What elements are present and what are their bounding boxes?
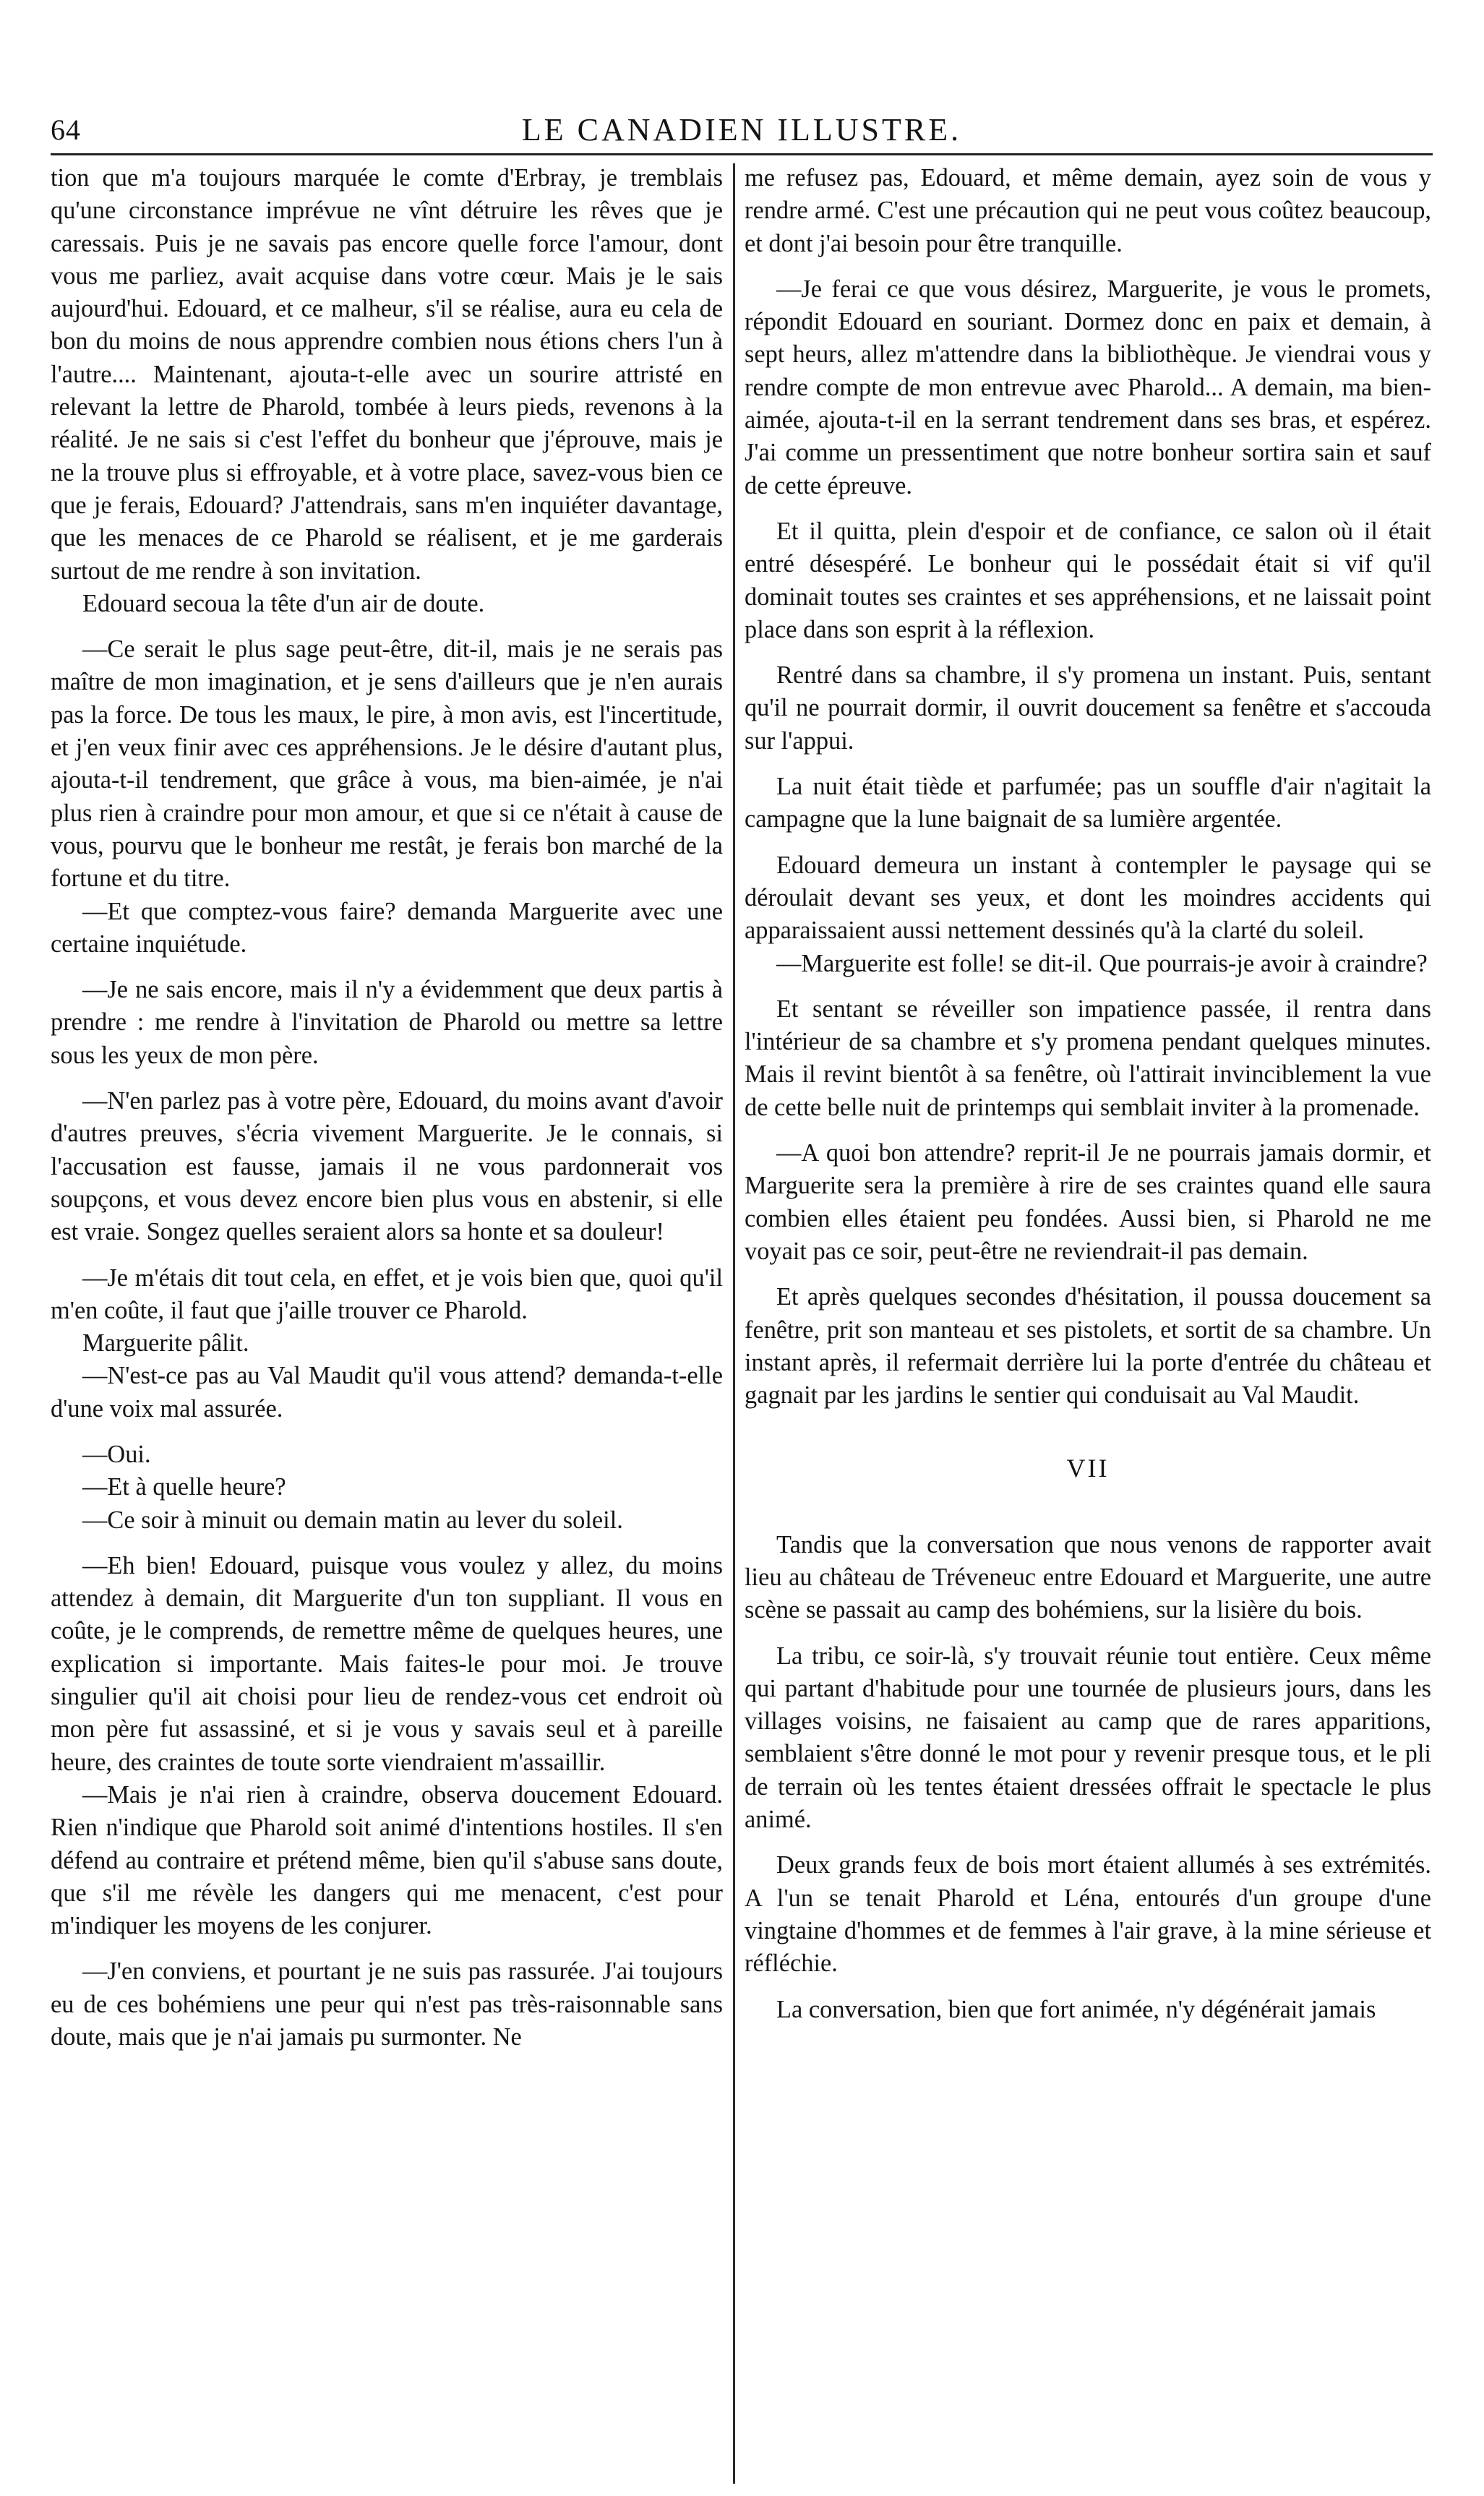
paragraph: —Ce serait le plus sage peut-être, dit-il, mais je ne serais pas maître de mon imagination, et je sens d'ailleurs que je n'en aurais pas la force. De tous les maux, le pire, à mon avis, est l'incertitude, et j'en veux finir avec ces appréhensions. Je le désire d'autant plus, ajouta-t-il tendrement, que grâce à vous, ma bien-aimée, je n'ai plus rien à craindre pour mon amour, et que si ce n'était à cause de vous, pourvu que le bonheur me restât, je ferais bon marché de la fortune et du titre.	[51, 635, 723, 893]
paragraph: —N'en parlez pas à votre père, Edouard, du moins avant d'avoir d'autres preuves, s'écria vivement Marguerite. Je le connais, si l'accusation est fausse, jamais il ne vous pardonnerait vos soupçons, et vous devez encore bien plus vous en abstenir, si elle est vraie. Songez quelles seraient alors sa honte et sa douleur!	[51, 1087, 723, 1246]
column-divider	[733, 163, 735, 2484]
paragraph: Marguerite pâlit.	[82, 1329, 249, 1358]
paragraph: La tribu, ce soir-là, s'y trouvait réunie tout entière. Ceux même qui partant d'habitude pour une tournée de plusieurs jours, dans les villages voisins, ne faisaient au camp que de rares apparitions, semblaient s'être donné le mot pour y revenir presque tous, et le pli de terrain où les tentes étaient dressées offrait le spectacle le plus animé.	[745, 1642, 1431, 1834]
paragraph: —N'est-ce pas au Val Maudit qu'il vous attend? demanda-t-elle d'une voix mal assurée.	[51, 1362, 723, 1423]
paragraph: —Eh bien! Edouard, puisque vous voulez y allez, du moins attendez à demain, dit Marguerite d'un ton suppliant. Il vous en coûte, je le comprends, de remettre même de quelques heures, une explication si importante. Mais faites-le pour moi. Je trouve singulier qu'il ait choisi pour lieu de rendez-vous cet endroit où mon père fut assassiné, et si je vous y savais seul et à pareille heure, des craintes de toute sorte viendraient m'assaillir.	[51, 1551, 723, 1776]
paragraph: tion que m'a toujours marquée le comte d'Erbray, je tremblais qu'une circonstance imprévue ne vînt détruire les rêves que je caressais. Puis je ne savais pas encore quelle force l'amour, dont vous me parliez, avait acquise dans votre cœur. Mais je le sais aujourd'hui. Edouard, et ce malheur, s'il se réalise, aura eu cela de bon du moins de nous apprendre combien nous étions chers l'un à l'autre.... Maintenant, ajouta-t-elle avec un sourire attristé en relevant la lettre de Pharold, tombée à leurs pieds, revenons à la réalité. Je ne sais si c'est l'effet du bonheur que j'éprouve, mais je ne la trouve plus si effroyable, et à votre place, savez-vous bien ce que je ferais, Edouard? J'attendrais, sans m'en inquiéter davantage, que les menaces de ce Pharold se réalisent, et je me garderais surtout de me rendre à son invitation.	[51, 164, 723, 585]
page-header	[51, 108, 1433, 152]
paragraph: —Marguerite est folle! se dit-il. Que pourrais-je avoir à craindre?	[776, 949, 1428, 977]
paragraph: Edouard secoua la tête d'un air de doute.	[82, 589, 485, 617]
running-title: LE CANADIEN ILLUSTRE.	[521, 112, 962, 147]
paragraph: Edouard demeura un instant à contempler le paysage qui se déroulait devant ses yeux, et dont les moindres accidents qui apparaissaient aussi nettement dessinés qu'à la clarté du soleil.	[745, 851, 1431, 945]
paragraph: —Et que comptez-vous faire? demanda Marguerite avec une certaine inquiétude.	[51, 897, 723, 958]
paragraph: —Et à quelle heure?	[82, 1473, 286, 1501]
paragraph: me refusez pas, Edouard, et même demain, ayez soin de vous y rendre armé. C'est une précaution qui ne peut vous coûtez beaucoup, et dont j'ai besoin pour être tranquille.	[745, 164, 1431, 257]
paragraph: Deux grands feux de bois mort étaient allumés à ses extrémités. A l'un se tenait Pharold et Léna, entourés d'un groupe d'une vingtaine d'hommes et de femmes à l'air grave, à la mine sérieuse et réfléchie.	[745, 1851, 1431, 1978]
paragraph: Rentré dans sa chambre, il s'y promena un instant. Puis, sentant qu'il ne pourrait dormir, il ouvrit doucement sa fenêtre et s'accouda sur l'appui.	[745, 661, 1431, 755]
paragraph: Tandis que la conversation que nous venons de rapporter avait lieu au château de Tréveneuc entre Edouard et Marguerite, une autre scène se passait au camp des bohémiens, sur la lisière du bois.	[745, 1530, 1431, 1624]
right-column	[745, 162, 1431, 2026]
paragraph: —J'en conviens, et pourtant je ne suis pas rassurée. J'ai toujours eu de ces bohémiens une peur qui n'est pas très-raisonnable sans doute, mais que je n'ai jamais pu surmonter. Ne	[51, 1957, 723, 2051]
paragraph: Et il quitta, plein d'espoir et de confiance, ce salon où il était entré désespéré. Le bonheur qui le possédait était si vif qu'il dominait toutes ses craintes et ses appréhensions, et ne laissait point place dans son esprit à la réflexion.	[745, 517, 1431, 643]
paragraph: La conversation, bien que fort animée, n'y dégénérait jamais	[776, 1995, 1376, 2023]
paragraph: —A quoi bon attendre? reprit-il Je ne pourrais jamais dormir, et Marguerite sera la première à rire de ses craintes quand elle saura combien elles étaient peu fondées. Aussi bien, si Pharold ne me voyait pas ce soir, peut-être ne reviendrait-il pas demain.	[745, 1139, 1431, 1265]
paragraph: —Je m'étais dit tout cela, en effet, et je vois bien que, quoi qu'il m'en coûte, il faut que j'aille trouver ce Pharold.	[51, 1264, 723, 1324]
header-rule	[51, 153, 1433, 155]
paragraph: La nuit était tiède et parfumée; pas un souffle d'air n'agitait la campagne que la lune baignait de sa lumière argentée.	[745, 773, 1431, 833]
paragraph: —Ce soir à minuit ou demain matin au lever du soleil.	[82, 1506, 623, 1534]
paragraph: Et sentant se réveiller son impatience passée, il rentra dans l'intérieur de sa chambre et s'y promena pendant quelques minutes. Mais il revint bientôt à sa fenêtre, où l'attirait invinciblement la vue de cette belle nuit de printemps qui semblait inviter à la promenade.	[745, 995, 1431, 1121]
paragraph: —Je ne sais encore, mais il n'y a évidemment que deux partis à prendre : me rendre à l'invitation de Pharold ou mettre sa lettre sous les yeux de mon père.	[51, 976, 723, 1069]
paragraph: —Je ferai ce que vous désirez, Marguerite, je vous le promets, répondit Edouard en souriant. Dormez donc en paix et demain, à sept heurs, allez m'attendre dans la bibliothèque. Je viendrai vous y rendre compte de mon entrevue avec Pharold... A demain, ma bien-aimée, ajouta-t-il en la serrant tendrement dans ses bras, et espérez. J'ai comme un pressentiment que notre bonheur sortira sain et sauf de cette épreuve.	[745, 275, 1431, 499]
paragraph: Et après quelques secondes d'hésitation, il poussa doucement sa fenêtre, prit son manteau et ses pistolets, et sortit de sa chambre. Un instant après, il refermait derrière lui la porte d'entrée du château et gagnait par les jardins le sentier qui conduisait au Val Maudit.	[745, 1283, 1431, 1410]
chapter-heading: VII	[1066, 1454, 1110, 1483]
left-column	[51, 162, 723, 2054]
paragraph: —Oui.	[82, 1440, 151, 1468]
page-number: 64	[51, 113, 81, 146]
paragraph: —Mais je n'ai rien à craindre, observa doucement Edouard. Rien n'indique que Pharold soit animé d'intentions hostiles. Il s'en défend au contraire et prétend même, bien qu'il s'abuse sans doute, que s'il me révèle les dangers qui me menacent, c'est pour m'indiquer les moyens de les conjurer.	[51, 1780, 723, 1940]
